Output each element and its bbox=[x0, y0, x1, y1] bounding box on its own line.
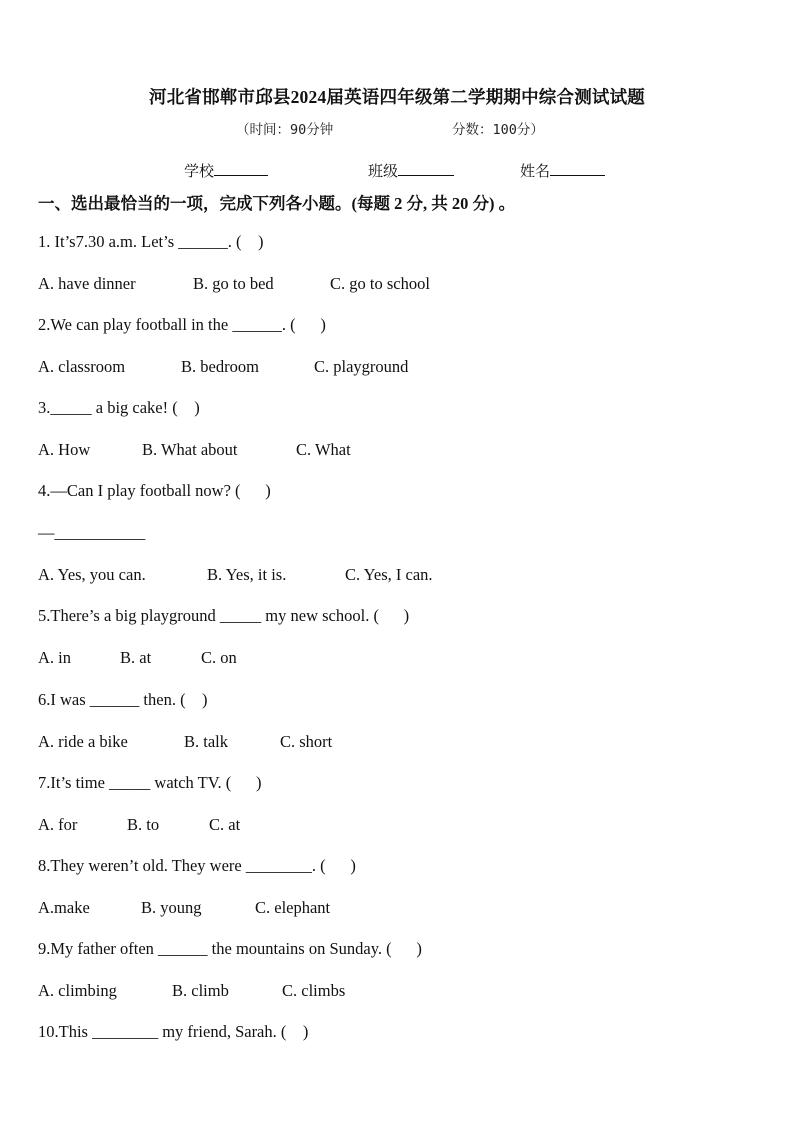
q3-option-b[interactable]: B. What about bbox=[142, 440, 238, 459]
q6-option-b[interactable]: B. talk bbox=[184, 732, 228, 751]
q9-option-a[interactable]: A. climbing bbox=[38, 981, 117, 1000]
q1-option-a[interactable]: A. have dinner bbox=[38, 274, 136, 293]
q6-option-c[interactable]: C. short bbox=[280, 732, 333, 751]
class-label: 班级 bbox=[368, 164, 399, 180]
exam-time: （时间：90分钟 bbox=[236, 122, 334, 138]
question-9: 9.My father often ______ the mountains on Sunday. ( ) bbox=[38, 939, 422, 958]
q3-option-a[interactable]: A. How bbox=[38, 440, 91, 459]
question-2: 2.We can play football in the ______. ( ) bbox=[38, 315, 326, 334]
question-8: 8.They weren’t old. They were ________. ( ) bbox=[38, 856, 356, 875]
q7-option-b[interactable]: B. to bbox=[127, 815, 160, 834]
q2-option-b[interactable]: B. bedroom bbox=[181, 357, 259, 376]
q3-option-c[interactable]: C. What bbox=[296, 440, 351, 459]
q4-option-c[interactable]: C. Yes, I can. bbox=[345, 565, 433, 584]
q2-option-c[interactable]: C. playground bbox=[314, 357, 409, 376]
q4-option-a[interactable]: A. Yes, you can. bbox=[38, 565, 146, 584]
question-4: 4.—Can I play football now? ( ) bbox=[38, 481, 271, 500]
q8-option-a[interactable]: A.make bbox=[38, 898, 90, 917]
question-6: 6.I was ______ then. ( ) bbox=[38, 690, 208, 709]
question-7: 7.It’s time _____ watch TV. ( ) bbox=[38, 773, 262, 792]
question-3: 3._____ a big cake! ( ) bbox=[38, 398, 200, 417]
school-blank[interactable] bbox=[214, 161, 268, 176]
q9-option-b[interactable]: B. climb bbox=[172, 981, 229, 1000]
q2-option-a[interactable]: A. classroom bbox=[38, 357, 126, 376]
q7-option-c[interactable]: C. at bbox=[209, 815, 241, 834]
q9-option-c[interactable]: C. climbs bbox=[282, 981, 346, 1000]
question-1: 1. It’s7.30 a.m. Let’s ______. ( ) bbox=[38, 232, 264, 251]
q7-option-a[interactable]: A. for bbox=[38, 815, 78, 834]
q1-option-b[interactable]: B. go to bed bbox=[193, 274, 274, 293]
question-5: 5.There’s a big playground _____ my new school. ( ) bbox=[38, 606, 410, 625]
question-4-answer-line: —___________ bbox=[38, 523, 146, 542]
q1-option-c[interactable]: C. go to school bbox=[330, 274, 430, 293]
q5-option-b[interactable]: B. at bbox=[120, 648, 152, 667]
question-10: 10.This ________ my friend, Sarah. ( ) bbox=[38, 1022, 309, 1041]
name-field bbox=[520, 160, 605, 181]
q5-option-a[interactable]: A. in bbox=[38, 648, 71, 667]
exam-score: 分数：100分） bbox=[452, 122, 544, 138]
q6-option-a[interactable]: A. ride a bike bbox=[38, 732, 128, 751]
school-label: 学校 bbox=[184, 164, 215, 180]
q4-option-b[interactable]: B. Yes, it is. bbox=[207, 565, 287, 584]
class-blank[interactable] bbox=[398, 161, 454, 176]
q5-option-c[interactable]: C. on bbox=[201, 648, 237, 667]
q8-option-b[interactable]: B. young bbox=[141, 898, 202, 917]
name-blank[interactable] bbox=[550, 161, 605, 176]
q8-option-c[interactable]: C. elephant bbox=[255, 898, 331, 917]
exam-title: 河北省邯郸市邱县2024届英语四年级第二学期期中综合测试试题 bbox=[149, 87, 645, 107]
class-field bbox=[368, 160, 454, 181]
section-1-heading: 一、选出最恰当的一项，完成下列各小题。(每题 2 分, 共 20 分) 。 bbox=[38, 194, 516, 213]
name-label: 姓名 bbox=[520, 164, 551, 180]
school-field bbox=[184, 160, 268, 181]
